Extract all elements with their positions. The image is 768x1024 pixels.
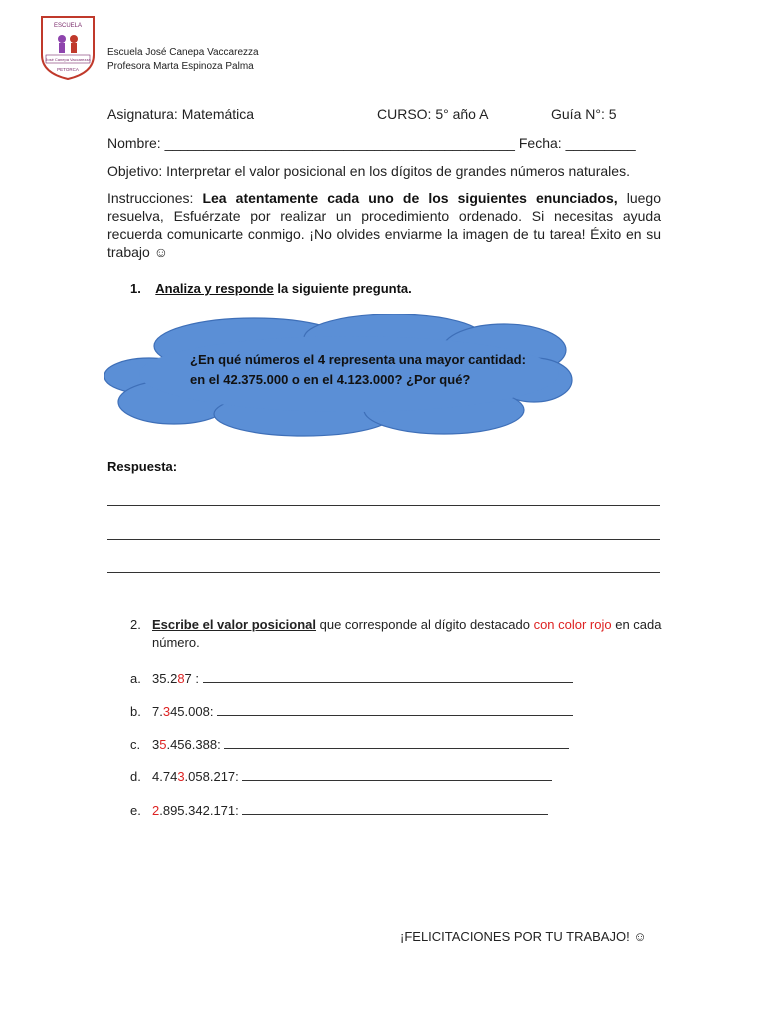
name-date-row: [107, 135, 636, 151]
answer-line-2[interactable]: [107, 539, 660, 540]
item-number-pre: 7.: [152, 704, 163, 719]
item-letter: a.: [130, 671, 141, 686]
list-item: [130, 670, 573, 686]
list-item: [130, 802, 548, 818]
answer-line-1[interactable]: [107, 505, 660, 506]
item-number-pre: 3: [152, 737, 160, 752]
name-label: Nombre:: [107, 135, 165, 151]
date-field[interactable]: _________: [565, 135, 636, 151]
instructions: [107, 189, 661, 261]
item-highlight-digit: 3: [177, 769, 185, 784]
list-item: [130, 703, 573, 719]
question-2-end: en cada número.: [152, 617, 662, 650]
school-header: [107, 46, 259, 74]
question-2-underlined: Escribe el valor posicional: [152, 617, 317, 632]
school-logo: [40, 15, 96, 81]
instructions-text: luego resuelva, Esfuérzate por realizar un procedimiento ordenado. Si necesitas ayuda recuerda comunicarte conmigo. ¡No olvides enviarme la imagen de tu tarea! Éxito en su trabajo ☺: [107, 190, 661, 260]
question-1-text: [190, 350, 580, 390]
item-letter: c.: [130, 737, 141, 752]
teacher-name: Profesora Marta Espinoza Palma: [107, 61, 254, 72]
instructions-label: Instrucciones:: [107, 190, 203, 206]
item-number-pre: 4.74: [152, 769, 178, 784]
item-answer-field[interactable]: [203, 670, 573, 683]
instructions-bold: Lea atentamente cada uno de los siguientes enunciados,: [202, 190, 618, 206]
item-highlight-digit: 3: [162, 704, 171, 719]
item-answer-field[interactable]: [242, 768, 552, 781]
question-2-red-text: con color rojo: [533, 617, 612, 632]
logo-bottom-text: PETORCA: [57, 67, 79, 72]
course: CURSO: 5° año A: [377, 106, 489, 122]
question-1-heading: [130, 281, 412, 296]
question-1-line-2: en el 42.375.000 o en el 4.123.000? ¿Por qué?: [190, 372, 471, 387]
item-letter: b.: [130, 704, 141, 719]
date-label: Fecha:: [514, 135, 566, 151]
logo-banner-text: José Canepa Vaccarezza: [45, 57, 91, 62]
logo-top-text: ESCUELA: [53, 23, 83, 29]
item-answer-field[interactable]: [217, 703, 573, 716]
list-item: [130, 736, 569, 752]
item-number-post: .895.342.171:: [159, 803, 243, 818]
item-highlight-digit: 8: [177, 671, 185, 686]
item-number-pre: 35.2: [152, 671, 178, 686]
objective: Objetivo: Interpretar el valor posicional en los dígitos de grandes números naturales.: [107, 163, 630, 179]
question-1-number: 1.: [130, 281, 141, 296]
subject: Asignatura: Matemática: [107, 106, 255, 122]
question-2-heading: [130, 616, 662, 652]
question-2-mid: que corresponde al dígito destacado: [316, 617, 534, 632]
list-item: [130, 768, 552, 784]
item-highlight-digit: 2: [152, 803, 160, 818]
answer-line-3[interactable]: [107, 572, 660, 573]
item-number-post: .058.217:: [184, 769, 243, 784]
item-number-post: 45.008:: [170, 704, 218, 719]
school-name: Escuela José Canepa Vaccarezza: [107, 47, 259, 58]
item-highlight-digit: 5: [159, 737, 167, 752]
item-number-post: .456.388:: [166, 737, 225, 752]
item-letter: d.: [130, 769, 141, 784]
answer-label: Respuesta:: [107, 459, 178, 474]
question-1-line-1: ¿En qué números el 4 representa una mayor cantidad:: [190, 352, 526, 367]
guide-number: Guía N°: 5: [551, 106, 617, 122]
name-field[interactable]: _____________________________________________: [164, 135, 515, 151]
question-1-underlined: Analiza y responde: [155, 281, 274, 296]
question-2-number: 2.: [130, 617, 141, 632]
footer-message: ¡FELICITACIONES POR TU TRABAJO! ☺: [400, 929, 647, 944]
item-letter: e.: [130, 803, 141, 818]
item-number-post: 7 :: [184, 671, 203, 686]
item-answer-field[interactable]: [242, 802, 548, 815]
item-answer-field[interactable]: [224, 736, 569, 749]
question-1-rest: la siguiente pregunta.: [273, 281, 412, 296]
